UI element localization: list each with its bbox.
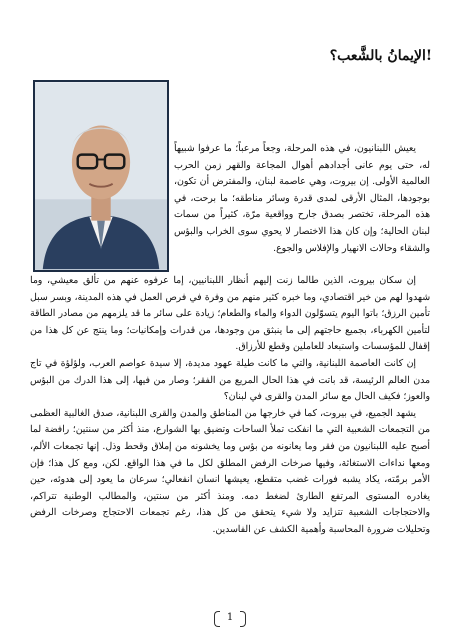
article-title: الإيمانُ بالشَّعب؟!	[329, 48, 432, 64]
intro-paragraph	[174, 141, 430, 257]
paragraph: يشهد الجميع، في بيروت، كما في خارجها من المناطق والمدن والقرى اللبنانية، صدق الغالبية العظمى من التجمعات الشعبية التي ما انفكت تملأ الساحات وتضيق بها الشوارع، منذ أكثر من سنتين؛ رافضة لما أصبح عليه اللبنانيون من فقر وما يعانونه من بؤس وما يخشونه من إملاق وقحط وذل. إنها تجمعات الألم، ومعها نداءات الاستغاثة، وفيها صرخات الرفض المطلق لكل ما في هذا الواقع. لكن، ومع كل هذا؛ فإن الأمر برمّته، يكاد يشبه فورات غضب متقطع، يعيشها انسان انفعالي؛ سرعان ما يعود إلى هدوئه، حين يغادره المستوى المرتفع الطارئ لضغط دمه. ومنذ أكثر من سنتين، والمطالب الوطنية تتراكم، والاحتجاجات الشعبية تتزايد ولا شيء يتحقق من كل هذا، رغم تجمعات الاحتجاج وصرخات الرفض وتحليلات ضرورة المحاسبة وأهمية الكشف عن الفاسدين.	[30, 407, 430, 535]
author-portrait	[33, 80, 169, 272]
page-number: 1	[214, 609, 246, 627]
article-body	[30, 273, 430, 539]
paragraph: يعيش اللبنانيون، في هذه المرحلة، وجعاً مرعباً؛ ما عرفوا شبيهاً له، حتى يوم عانى أجدادهم أهوال المجاعة والقهر زمن الحرب العالمية الأولى. إن بيروت، وهي عاصمة لبنان، والمفترض أن تكون، بوجودها، المثال الأرقى لمدى قدرة وسائر مناطقه؛ ما برحت، في هذه المرحلة، تختصر بصدق جارح وواقعية مرّة، كثيراً من سمات لبنان الحالية؛ وإن كان هذا الاختصار لا يحوي سوى الخراب والبؤس والشقاء وحالات الانهيار والإفلاس والجوع.	[174, 143, 430, 254]
paragraph: إن كانت العاصمة اللبنانية، والتي ما كانت طيلة عهود مديدة، إلا سيدة عواصم العرب، ولؤلؤة في تاج مدن العالم الرئيسة، قد باتت في هذا الحال المريع من الفقر؛ وصار من فيها، إلى هذا الدرك من البؤس والعوز؛ فكيف الحال مع سائر المدن والقرى في لبنان؟	[30, 357, 430, 403]
paragraph: إن سكان بيروت، الذين طالما زنت إليهم أنظار اللبنانيين، إما عرفوه عنهم من تألق معيشي، وما شهدوا لهم من خير اقتصادي، وما خبره كثير منهم من وفرة في فرص العمل في هذه المدينة، وبسر سبل تأمين الرزق؛ باتوا اليوم يتسوّلون الدواء والماء والطعام؛ زيادة على سائر ما قد يلزمهم من مصادر الطاقة لتأمين الكهرباء، بجميع حاجتهم إلى ما ينبثق من وجودها، من قدرات وإمكانيات؛ وما ينتج عن كل هذا من إقفال للمؤسسات واستبعاد للعاملين وقطع للأرزاق.	[30, 275, 430, 353]
portrait-illustration-icon	[35, 82, 167, 270]
